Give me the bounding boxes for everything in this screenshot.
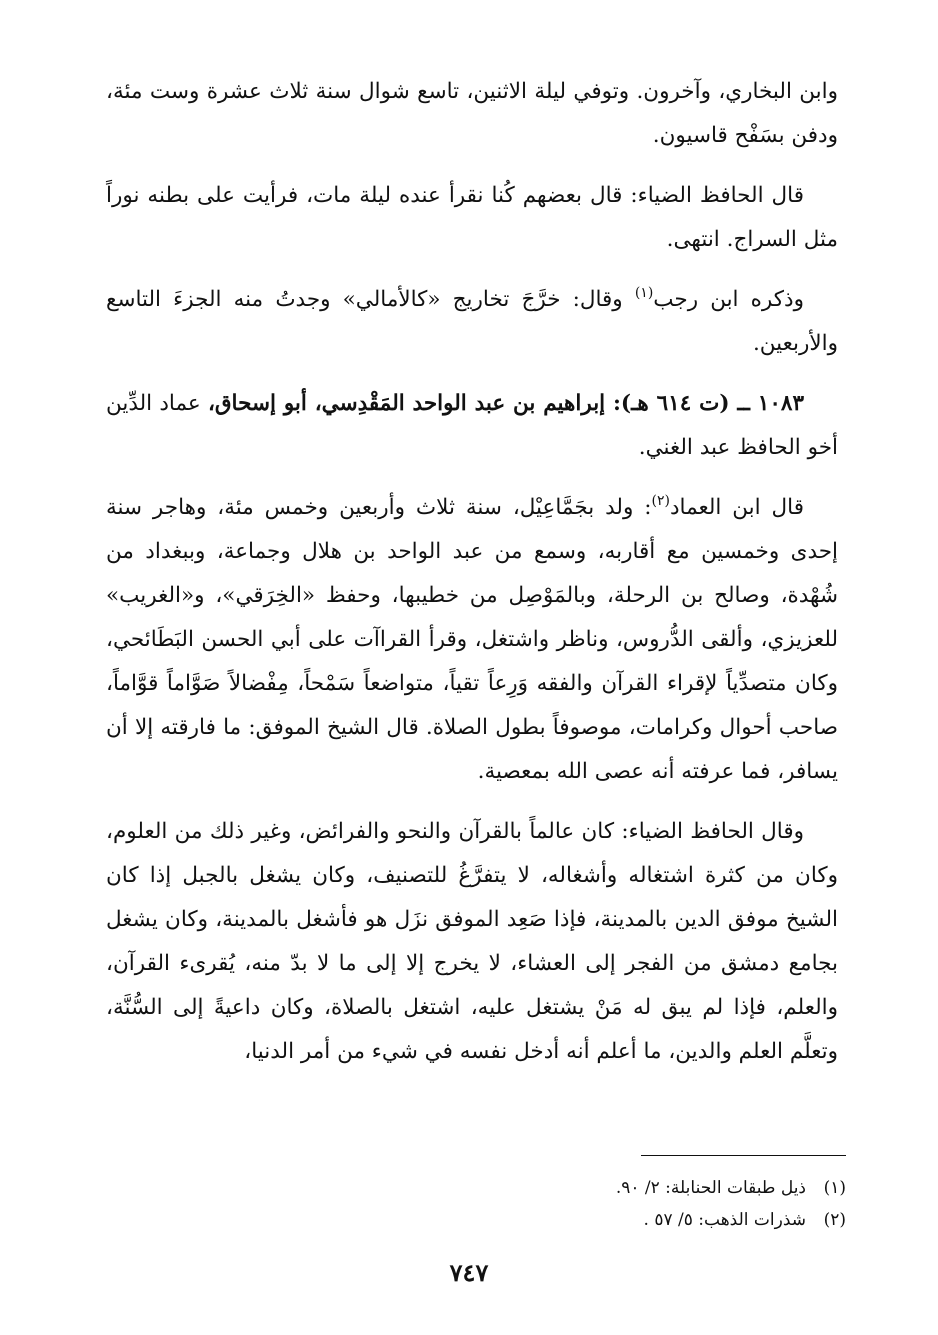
footnote-divider [641, 1155, 846, 1156]
paragraph-3 [106, 278, 838, 366]
paragraph-5 [106, 486, 838, 794]
paragraph-3-rest: وقال: خرَّجَ تخاريج «كالأمالي» وجدتُ منه الجزءَ التاسع والأربعين. [106, 287, 838, 356]
footnote-1 [246, 1172, 846, 1204]
entry-heading-rest: عماد الدِّين أخو الحافظ عبد الغني. [106, 391, 838, 460]
paragraph-6: وقال الحافظ الضياء: كان عالماً بالقرآن والنحو والفرائض، وغير ذلك من العلوم، وكان من كثرة اشتغاله وأشغاله، لا يتفرَّغُ للتصنيف، وكان يشغل بالجبل إذا كان الشيخ موفق الدين بالمدينة، فإذا صَعِد الموفق نزَل هو فأشغل بالمدينة، وكان يشغل بجامع دمشق من الفجر إلى العشاء، لا يخرج إلا إلى ما لا بدّ منه، يُقرىء القرآن، والعلم، فإذا لم يبق له مَنْ يشتغل عليه، اشتغل بالصلاة، وكان داعيةً إلى السُّنَّة، وتعلَّم العلم والدين، ما أعلم أنه أدخل نفسه في شيء من أمر الدنيا، [106, 819, 838, 1064]
footnote-1-number: (١) [823, 1178, 846, 1198]
entry-heading: ١٠٨٣ ــ (ت ٦١٤ هـ): إبراهيم بن عبد الواحد المَقْدِسي، أبو إسحاق، [207, 391, 804, 416]
footnotes [246, 1172, 846, 1236]
footnote-ref-1: (١) [634, 285, 654, 301]
footnote-2 [246, 1204, 846, 1236]
entry-1083 [106, 382, 838, 470]
paragraph-2: قال الحافظ الضياء: قال بعضهم كُنا نقرأ عنده ليلة مات، فرأيت على بطنه نوراً مثل السراج. انتهى. [106, 183, 838, 252]
footnote-2-text: شذرات الذهب: ٥/ ٥٧ . [643, 1210, 806, 1230]
footnote-1-text: ذيل طبقات الحنابلة: ٢/ ٩٠. [615, 1178, 806, 1198]
paragraph-3-lead: وذكره ابن رجب [653, 287, 804, 312]
paragraph-1: وابن البخاري، وآخرون. وتوفي ليلة الاثنين، تاسع شوال سنة ثلاث عشرة وست مئة، ودفن بسَفْح قاسيون. [106, 79, 838, 148]
footnote-2-number: (٢) [823, 1210, 846, 1230]
page-number: ٧٤٧ [449, 1258, 489, 1287]
body-text [106, 70, 838, 1090]
paragraph-5-rest: : ولد بجَمَّاعِيْل، سنة ثلاث وأربعين وخمس مئة، وهاجر سنة إحدى وخمسين مع أقاربه، وسمع من عبد الواحد بن هلال وجماعة، وببغداد من شُهْدة، وصالح بن الرحلة، وبالمَوْصِل من خطيبها، وحفظ «الخِرَقي»، و«الغريب» للعزيزي، وألقى الدُّروس، وناظر واشتغل، وقرأ القراآت على أبي الحسن البَطَائحي، وكان متصدِّياً لإقراء القرآن والفقه وَرِعاً تقياً، متواضعاً سَمْحاً، مِفْضالاً صَوَّاماً قوَّاماً، صاحب أحوال وكرامات، موصوفاً بطول الصلاة. قال الشيخ الموفق: ما فارقته إلا أن يسافر، فما عرفته أنه عصى الله بمعصية. [106, 495, 838, 784]
paragraph-5-lead: قال ابن العماد [669, 495, 804, 520]
footnote-ref-2: (٢) [651, 493, 670, 509]
